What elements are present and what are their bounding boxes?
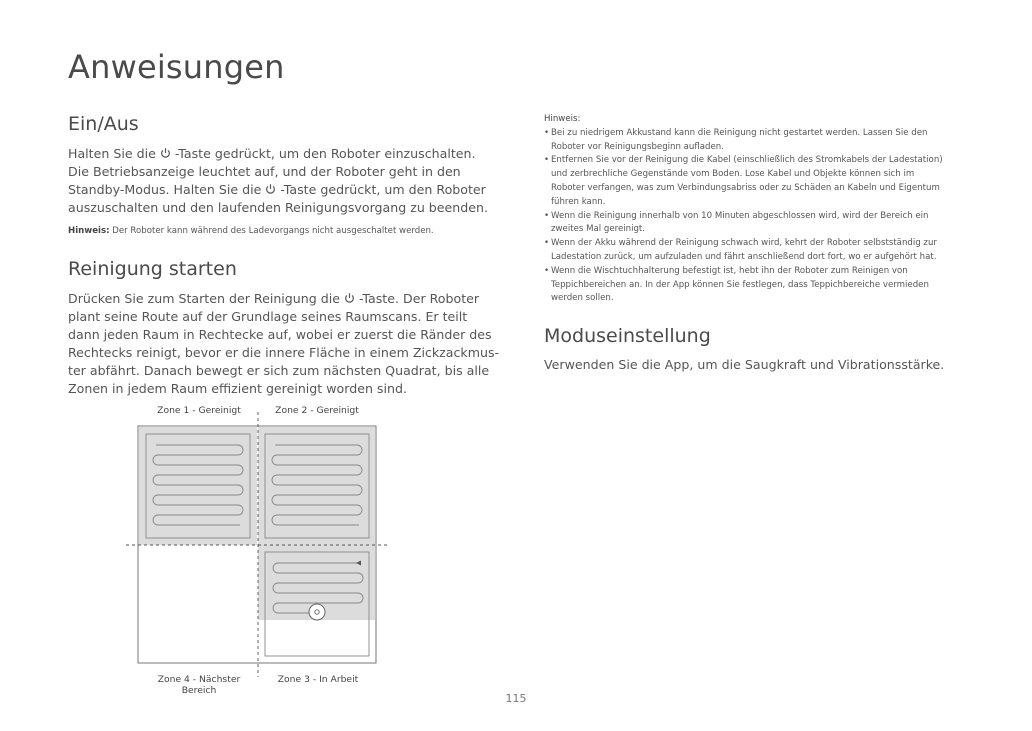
zone-4-label-line-2: Bereich xyxy=(181,685,217,696)
hint-line: Roboter vor Reinigungsbeginn aufladen. xyxy=(551,141,724,152)
power-text-4: Standby-Modus. Halten Sie die xyxy=(68,182,262,197)
section-heading-power: Ein/Aus xyxy=(68,113,139,135)
hints-label: Hinweis: xyxy=(544,114,581,124)
start-text-3: dann jeden Raum in Rechtecke auf, wobei er zuerst die Ränder des xyxy=(68,327,492,342)
hint-line: • Bei zu niedrigem Akkustand kann die Reinigung nicht gestartet werden. Lassen Sie den xyxy=(551,127,928,138)
power-text-1: Halten Sie die xyxy=(68,146,156,161)
power-note-label: Hinweis: xyxy=(68,226,110,236)
hint-line: • Wenn die Reinigung innerhalb von 10 Minuten abgeschlossen wird, wird der Bereich ein xyxy=(551,210,929,221)
page-number: 115 xyxy=(505,692,527,705)
section-heading-start: Reinigung starten xyxy=(68,258,237,280)
power-text-6: auszuschalten und den laufenden Reinigungsvorgang zu beenden. xyxy=(68,200,489,215)
start-text-4: Rechtecks reinigt, bevor er die innere Fläche in einem Zickzackmus- xyxy=(68,345,500,360)
hints-block xyxy=(544,113,964,306)
mode-text: Verwenden Sie die App, um die Saugkraft und Vibrationsstärke. xyxy=(544,357,945,372)
section-heading-mode: Moduseinstellung xyxy=(544,325,711,347)
start-text-5: ter abfährt. Danach bewegt er sich zum nächsten Quadrat, bis alle xyxy=(68,363,490,378)
power-note-text: Der Roboter kann während des Ladevorgangs nicht ausgeschaltet werden. xyxy=(112,226,434,236)
hint-line: • Wenn der Akku während der Reinigung schwach wird, kehrt der Roboter selbstständig zur xyxy=(551,238,937,249)
hint-line: werden sollen. xyxy=(551,293,614,304)
power-text-2: -Taste gedrückt, um den Roboter einzuschalten. xyxy=(174,146,476,161)
hint-line: Roboter verfangen, was zum Verbindungsabriss oder zu Schäden an Kabeln und Eigentum xyxy=(551,182,940,193)
zone-2-label: Zone 2 - Gereinigt xyxy=(275,405,359,416)
hint-line: führen kann. xyxy=(551,196,606,207)
start-text-1b: -Taste. Der Roboter xyxy=(359,291,480,306)
hint-item xyxy=(544,237,964,265)
power-text-3: Die Betriebsanzeige leuchtet auf, und der Roboter geht in den xyxy=(68,164,461,179)
hints-list xyxy=(544,127,964,306)
hint-line: und zerbrechliche Gegenstände vom Boden. Lose Kabel und Objekte können sich im xyxy=(551,169,915,180)
hint-item xyxy=(544,265,964,306)
page-title: Anweisungen xyxy=(68,48,285,86)
hint-line: • Entfernen Sie vor der Reinigung die Kabel (einschließlich des Stromkabels der Ladestation) xyxy=(551,155,943,166)
zone-1-label: Zone 1 - Gereinigt xyxy=(157,405,241,416)
start-text-6: Zonen in jedem Raum effizient gereinigt worden sind. xyxy=(68,381,407,396)
hint-line: zweites Mal gereinigt. xyxy=(551,224,646,235)
hint-item xyxy=(544,210,964,238)
robot-icon xyxy=(309,604,325,620)
hint-item xyxy=(544,154,964,209)
hint-item xyxy=(544,127,964,155)
hint-line: Teppichbereichen an. In der App können Sie festlegen, dass Teppichbereiche vermieden xyxy=(551,279,929,290)
start-text-1a: Drücken Sie zum Starten der Reinigung die xyxy=(68,291,340,306)
start-text-2: plant seine Route auf der Grundlage seines Raumscans. Er teilt xyxy=(68,309,468,324)
power-text-5: -Taste gedrückt, um den Roboter xyxy=(280,182,486,197)
zone-4-label-line-1: Zone 4 - Nächster xyxy=(157,674,241,685)
zone-3-label: Zone 3 - In Arbeit xyxy=(277,674,359,685)
hint-line: • Wenn die Wischtuchhalterung befestigt ist, hebt ihn der Roboter zum Reinigen von xyxy=(551,265,908,276)
hint-line: Ladestation zurück, um aufzuladen und fährt anschließend dort fort, wo er aufgehört hat. xyxy=(551,251,937,262)
